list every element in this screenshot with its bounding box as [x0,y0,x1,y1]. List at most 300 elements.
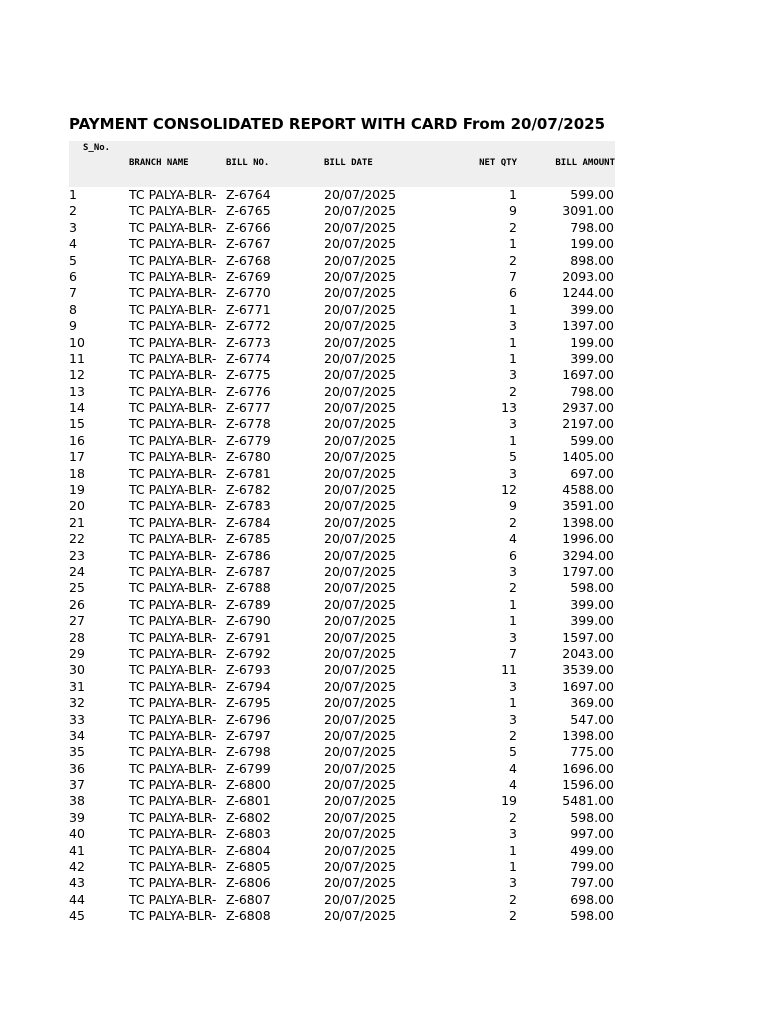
cell-branch-name: TC PALYA-BLR- [129,678,217,694]
table-row [69,449,615,465]
table-row [69,793,615,809]
cell-sno: 40 [69,826,85,842]
cell-branch-name: TC PALYA-BLR- [129,268,217,284]
cell-bill-amount: 1244.00 [562,285,614,301]
cell-net-qty: 1 [509,432,517,448]
cell-sno: 28 [69,629,85,645]
cell-bill-date: 20/07/2025 [324,859,397,875]
cell-net-qty: 4 [509,531,517,547]
cell-net-qty: 7 [509,645,517,661]
cell-bill-date: 20/07/2025 [324,514,397,530]
cell-bill-date: 20/07/2025 [324,777,397,793]
cell-sno: 6 [69,268,77,284]
cell-net-qty: 3 [509,711,517,727]
cell-bill-amount: 1996.00 [562,531,614,547]
cell-net-qty: 5 [509,449,517,465]
cell-bill-date: 20/07/2025 [324,891,397,907]
cell-bill-date: 20/07/2025 [324,842,397,858]
table-row [69,384,615,400]
cell-sno: 3 [69,219,77,235]
cell-net-qty: 3 [509,367,517,383]
cell-bill-no: Z-6791 [226,629,271,645]
cell-bill-no: Z-6770 [226,285,271,301]
cell-net-qty: 13 [501,400,517,416]
cell-bill-amount: 547.00 [570,711,614,727]
cell-sno: 43 [69,875,85,891]
cell-branch-name: TC PALYA-BLR- [129,563,217,579]
cell-bill-no: Z-6790 [226,613,271,629]
cell-bill-amount: 2043.00 [562,645,614,661]
cell-bill-amount: 1797.00 [562,563,614,579]
cell-sno: 30 [69,662,85,678]
cell-net-qty: 1 [509,187,517,202]
cell-bill-amount: 798.00 [570,219,614,235]
cell-bill-no: Z-6771 [226,301,271,317]
cell-branch-name: TC PALYA-BLR- [129,367,217,383]
table-row [69,515,615,531]
cell-bill-date: 20/07/2025 [324,187,397,202]
cell-bill-amount: 399.00 [570,301,614,317]
cell-bill-date: 20/07/2025 [324,400,397,416]
cell-sno: 4 [69,236,77,252]
cell-branch-name: TC PALYA-BLR- [129,318,217,334]
cell-sno: 26 [69,596,85,612]
cell-sno: 36 [69,760,85,776]
column-header-net-qty: NET QTY [479,158,517,168]
cell-bill-date: 20/07/2025 [324,318,397,334]
cell-bill-no: Z-6765 [226,203,271,219]
cell-net-qty: 1 [509,596,517,612]
table-row [69,269,615,285]
cell-bill-no: Z-6769 [226,268,271,284]
cell-bill-amount: 1597.00 [562,629,614,645]
cell-bill-no: Z-6766 [226,219,271,235]
cell-branch-name: TC PALYA-BLR- [129,482,217,498]
cell-bill-date: 20/07/2025 [324,908,397,924]
cell-sno: 1 [69,187,77,202]
cell-sno: 8 [69,301,77,317]
cell-branch-name: TC PALYA-BLR- [129,809,217,825]
cell-bill-date: 20/07/2025 [324,498,397,514]
cell-bill-no: Z-6786 [226,547,271,563]
table-row [69,712,615,728]
cell-bill-date: 20/07/2025 [324,268,397,284]
cell-net-qty: 2 [509,514,517,530]
cell-branch-name: TC PALYA-BLR- [129,531,217,547]
cell-branch-name: TC PALYA-BLR- [129,449,217,465]
cell-bill-amount: 1696.00 [562,760,614,776]
cell-bill-date: 20/07/2025 [324,465,397,481]
table-row [69,908,615,924]
cell-net-qty: 3 [509,465,517,481]
cell-bill-no: Z-6782 [226,482,271,498]
report-title: PAYMENT CONSOLIDATED REPORT WITH CARD From 20/07/2025 [69,115,606,133]
cell-net-qty: 4 [509,760,517,776]
cell-branch-name: TC PALYA-BLR- [129,334,217,350]
cell-sno: 2 [69,203,77,219]
cell-branch-name: TC PALYA-BLR- [129,416,217,432]
table-row [69,810,615,826]
cell-branch-name: TC PALYA-BLR- [129,875,217,891]
cell-bill-no: Z-6803 [226,826,271,842]
table-row [69,630,615,646]
cell-bill-amount: 598.00 [570,580,614,596]
cell-net-qty: 3 [509,563,517,579]
cell-bill-date: 20/07/2025 [324,793,397,809]
cell-bill-amount: 2937.00 [562,400,614,416]
cell-branch-name: TC PALYA-BLR- [129,613,217,629]
cell-net-qty: 5 [509,744,517,760]
cell-bill-date: 20/07/2025 [324,645,397,661]
cell-bill-amount: 199.00 [570,334,614,350]
cell-bill-no: Z-6801 [226,793,271,809]
cell-sno: 19 [69,482,85,498]
cell-bill-date: 20/07/2025 [324,236,397,252]
cell-net-qty: 3 [509,678,517,694]
cell-bill-amount: 199.00 [570,236,614,252]
cell-bill-amount: 599.00 [570,432,614,448]
cell-bill-amount: 1596.00 [562,777,614,793]
table-row [69,253,615,269]
cell-bill-no: Z-6783 [226,498,271,514]
cell-bill-amount: 1397.00 [562,318,614,334]
cell-branch-name: TC PALYA-BLR- [129,908,217,924]
cell-branch-name: TC PALYA-BLR- [129,514,217,530]
table-row [69,400,615,416]
cell-bill-no: Z-6764 [226,187,271,202]
cell-bill-amount: 3591.00 [562,498,614,514]
table-row [69,826,615,842]
cell-net-qty: 3 [509,318,517,334]
cell-bill-no: Z-6768 [226,252,271,268]
cell-bill-no: Z-6780 [226,449,271,465]
cell-branch-name: TC PALYA-BLR- [129,711,217,727]
cell-bill-date: 20/07/2025 [324,482,397,498]
cell-branch-name: TC PALYA-BLR- [129,203,217,219]
cell-sno: 11 [69,350,85,366]
cell-bill-no: Z-6781 [226,465,271,481]
cell-bill-date: 20/07/2025 [324,744,397,760]
cell-bill-no: Z-6776 [226,383,271,399]
cell-bill-no: Z-6788 [226,580,271,596]
cell-bill-date: 20/07/2025 [324,613,397,629]
table-row [69,761,615,777]
cell-bill-date: 20/07/2025 [324,383,397,399]
cell-bill-amount: 799.00 [570,859,614,875]
cell-bill-amount: 797.00 [570,875,614,891]
table-row [69,335,615,351]
cell-sno: 31 [69,678,85,694]
cell-bill-no: Z-6795 [226,695,271,711]
cell-bill-amount: 697.00 [570,465,614,481]
cell-bill-no: Z-6778 [226,416,271,432]
cell-bill-amount: 499.00 [570,842,614,858]
cell-net-qty: 2 [509,252,517,268]
cell-branch-name: TC PALYA-BLR- [129,777,217,793]
cell-bill-date: 20/07/2025 [324,219,397,235]
cell-sno: 21 [69,514,85,530]
cell-bill-amount: 1697.00 [562,678,614,694]
cell-sno: 33 [69,711,85,727]
cell-net-qty: 1 [509,695,517,711]
cell-bill-date: 20/07/2025 [324,875,397,891]
cell-bill-date: 20/07/2025 [324,678,397,694]
table-row [69,318,615,334]
table-row [69,859,615,875]
cell-bill-no: Z-6793 [226,662,271,678]
cell-bill-no: Z-6767 [226,236,271,252]
cell-net-qty: 19 [501,793,517,809]
cell-bill-amount: 1405.00 [562,449,614,465]
cell-sno: 5 [69,252,77,268]
table-row [69,892,615,908]
cell-sno: 35 [69,744,85,760]
cell-bill-amount: 5481.00 [562,793,614,809]
cell-bill-amount: 3091.00 [562,203,614,219]
cell-bill-no: Z-6808 [226,908,271,924]
cell-bill-amount: 775.00 [570,744,614,760]
cell-net-qty: 1 [509,859,517,875]
cell-sno: 37 [69,777,85,793]
cell-bill-amount: 369.00 [570,695,614,711]
cell-bill-amount: 3539.00 [562,662,614,678]
cell-branch-name: TC PALYA-BLR- [129,301,217,317]
cell-branch-name: TC PALYA-BLR- [129,695,217,711]
cell-net-qty: 9 [509,498,517,514]
cell-bill-date: 20/07/2025 [324,252,397,268]
column-header-bill-no: BILL NO. [226,158,270,168]
cell-bill-amount: 2197.00 [562,416,614,432]
cell-bill-amount: 399.00 [570,613,614,629]
cell-bill-date: 20/07/2025 [324,285,397,301]
cell-branch-name: TC PALYA-BLR- [129,432,217,448]
cell-bill-date: 20/07/2025 [324,350,397,366]
cell-branch-name: TC PALYA-BLR- [129,760,217,776]
cell-sno: 23 [69,547,85,563]
cell-net-qty: 1 [509,301,517,317]
cell-sno: 29 [69,645,85,661]
cell-sno: 44 [69,891,85,907]
cell-net-qty: 2 [509,727,517,743]
cell-sno: 27 [69,613,85,629]
cell-bill-no: Z-6785 [226,531,271,547]
table-header [69,141,615,187]
cell-bill-no: Z-6802 [226,809,271,825]
column-header-bill-date: BILL DATE [324,158,373,168]
cell-net-qty: 2 [509,809,517,825]
cell-bill-no: Z-6805 [226,859,271,875]
cell-branch-name: TC PALYA-BLR- [129,383,217,399]
cell-bill-date: 20/07/2025 [324,531,397,547]
cell-net-qty: 2 [509,891,517,907]
cell-branch-name: TC PALYA-BLR- [129,252,217,268]
cell-net-qty: 3 [509,875,517,891]
cell-bill-amount: 1398.00 [562,727,614,743]
cell-bill-amount: 1398.00 [562,514,614,530]
cell-bill-amount: 599.00 [570,187,614,202]
table-row [69,875,615,891]
table-row [69,695,615,711]
cell-bill-no: Z-6792 [226,645,271,661]
cell-sno: 45 [69,908,85,924]
cell-sno: 41 [69,842,85,858]
cell-net-qty: 12 [501,482,517,498]
cell-bill-date: 20/07/2025 [324,760,397,776]
column-header-sno: S_No. [83,143,111,153]
cell-net-qty: 1 [509,842,517,858]
cell-net-qty: 11 [501,662,517,678]
cell-branch-name: TC PALYA-BLR- [129,891,217,907]
cell-branch-name: TC PALYA-BLR- [129,645,217,661]
cell-bill-date: 20/07/2025 [324,629,397,645]
cell-bill-date: 20/07/2025 [324,662,397,678]
table-row [69,203,615,219]
cell-bill-no: Z-6804 [226,842,271,858]
cell-sno: 20 [69,498,85,514]
cell-sno: 25 [69,580,85,596]
cell-sno: 42 [69,859,85,875]
table-row [69,236,615,252]
cell-branch-name: TC PALYA-BLR- [129,596,217,612]
cell-sno: 17 [69,449,85,465]
cell-bill-date: 20/07/2025 [324,449,397,465]
cell-net-qty: 7 [509,268,517,284]
cell-bill-date: 20/07/2025 [324,334,397,350]
cell-sno: 18 [69,465,85,481]
cell-bill-date: 20/07/2025 [324,695,397,711]
cell-branch-name: TC PALYA-BLR- [129,219,217,235]
table-row [69,580,615,596]
table-row [69,777,615,793]
cell-bill-amount: 598.00 [570,809,614,825]
cell-bill-date: 20/07/2025 [324,367,397,383]
cell-bill-no: Z-6806 [226,875,271,891]
table-row [69,416,615,432]
cell-sno: 16 [69,432,85,448]
cell-net-qty: 3 [509,416,517,432]
table-row [69,302,615,318]
table-row [69,662,615,678]
cell-bill-no: Z-6799 [226,760,271,776]
cell-branch-name: TC PALYA-BLR- [129,793,217,809]
cell-sno: 22 [69,531,85,547]
table-row [69,187,615,203]
table-row [69,433,615,449]
column-header-bill-amount: BILL AMOUNT [555,158,615,168]
cell-bill-no: Z-6807 [226,891,271,907]
cell-sno: 9 [69,318,77,334]
table-row [69,351,615,367]
cell-bill-amount: 598.00 [570,908,614,924]
cell-net-qty: 3 [509,629,517,645]
cell-sno: 14 [69,400,85,416]
cell-bill-date: 20/07/2025 [324,596,397,612]
table-row [69,564,615,580]
cell-bill-date: 20/07/2025 [324,580,397,596]
cell-bill-amount: 4588.00 [562,482,614,498]
cell-net-qty: 4 [509,777,517,793]
table-row [69,646,615,662]
cell-bill-amount: 698.00 [570,891,614,907]
cell-net-qty: 2 [509,908,517,924]
cell-bill-no: Z-6796 [226,711,271,727]
cell-branch-name: TC PALYA-BLR- [129,400,217,416]
cell-net-qty: 6 [509,547,517,563]
cell-net-qty: 6 [509,285,517,301]
cell-branch-name: TC PALYA-BLR- [129,236,217,252]
cell-bill-no: Z-6787 [226,563,271,579]
cell-bill-date: 20/07/2025 [324,416,397,432]
cell-branch-name: TC PALYA-BLR- [129,727,217,743]
cell-bill-amount: 898.00 [570,252,614,268]
cell-bill-no: Z-6775 [226,367,271,383]
cell-sno: 13 [69,383,85,399]
table-row [69,843,615,859]
cell-sno: 10 [69,334,85,350]
column-header-branch-name: BRANCH NAME [129,158,189,168]
cell-sno: 7 [69,285,77,301]
cell-branch-name: TC PALYA-BLR- [129,744,217,760]
cell-branch-name: TC PALYA-BLR- [129,350,217,366]
table-row [69,728,615,744]
cell-net-qty: 2 [509,383,517,399]
cell-branch-name: TC PALYA-BLR- [129,842,217,858]
cell-sno: 15 [69,416,85,432]
cell-sno: 34 [69,727,85,743]
cell-bill-no: Z-6784 [226,514,271,530]
cell-sno: 12 [69,367,85,383]
cell-bill-date: 20/07/2025 [324,826,397,842]
cell-sno: 32 [69,695,85,711]
cell-bill-amount: 997.00 [570,826,614,842]
cell-bill-amount: 3294.00 [562,547,614,563]
table-row [69,548,615,564]
cell-bill-amount: 2093.00 [562,268,614,284]
cell-branch-name: TC PALYA-BLR- [129,187,217,202]
cell-net-qty: 9 [509,203,517,219]
table-row [69,482,615,498]
cell-bill-amount: 399.00 [570,350,614,366]
table-row [69,613,615,629]
cell-bill-no: Z-6773 [226,334,271,350]
table-row [69,679,615,695]
table-row [69,531,615,547]
cell-bill-date: 20/07/2025 [324,809,397,825]
cell-branch-name: TC PALYA-BLR- [129,498,217,514]
table-row [69,744,615,760]
cell-branch-name: TC PALYA-BLR- [129,826,217,842]
table-row [69,367,615,383]
cell-net-qty: 2 [509,580,517,596]
cell-bill-no: Z-6789 [226,596,271,612]
cell-bill-date: 20/07/2025 [324,547,397,563]
cell-net-qty: 2 [509,219,517,235]
cell-bill-date: 20/07/2025 [324,301,397,317]
cell-bill-no: Z-6772 [226,318,271,334]
cell-bill-date: 20/07/2025 [324,432,397,448]
table-body [69,187,615,925]
cell-net-qty: 1 [509,613,517,629]
cell-bill-amount: 1697.00 [562,367,614,383]
cell-bill-amount: 399.00 [570,596,614,612]
cell-bill-date: 20/07/2025 [324,203,397,219]
cell-branch-name: TC PALYA-BLR- [129,629,217,645]
cell-bill-date: 20/07/2025 [324,563,397,579]
cell-bill-no: Z-6794 [226,678,271,694]
cell-bill-no: Z-6797 [226,727,271,743]
cell-net-qty: 1 [509,350,517,366]
table-row [69,498,615,514]
